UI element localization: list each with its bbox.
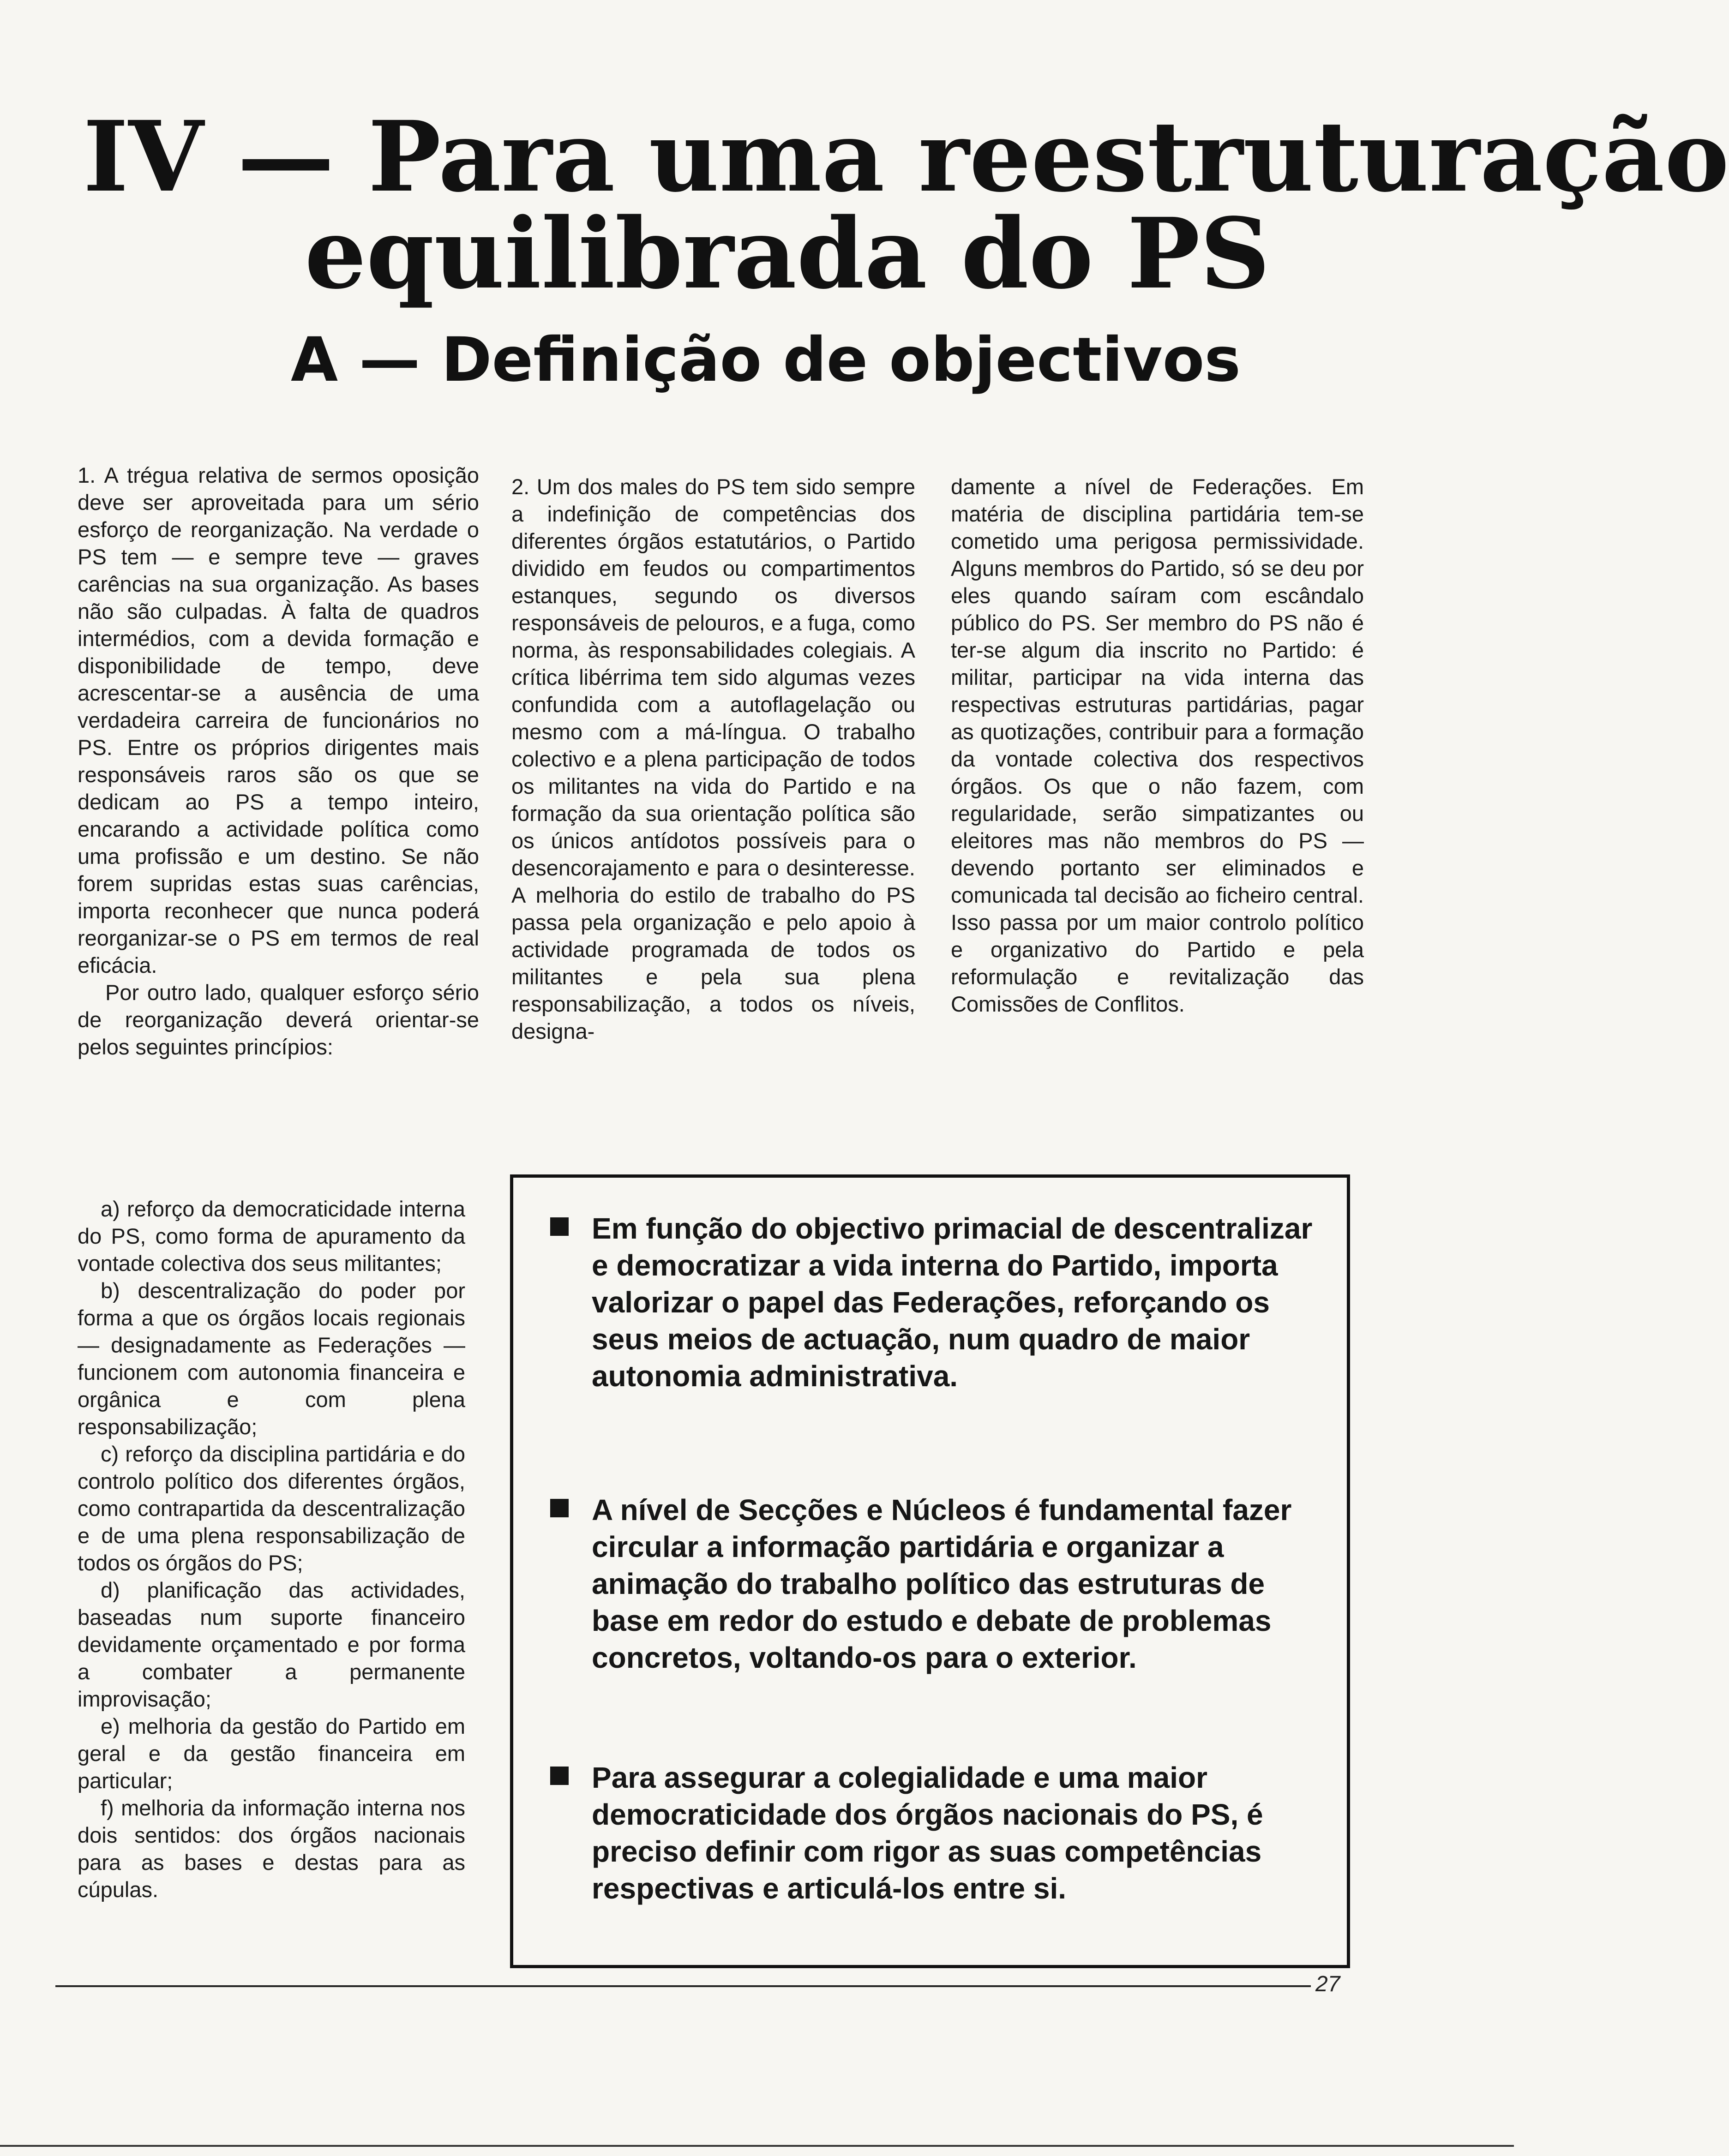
highlight-box [510, 1174, 1350, 1968]
box-bullet [550, 1759, 1316, 1907]
square-bullet-icon [550, 1499, 569, 1517]
section-subtitle: A — Definição de objectivos [291, 324, 1241, 395]
chapter-title-line-1: IV — Para uma reestruturação [83, 100, 1729, 214]
chapter-title-line-2: equilibrada do PS [305, 197, 1270, 311]
list-item: e) melhoria da gestão do Partido em geral e da gestão financeira em particular; [78, 1714, 465, 1793]
page-number: 27 [1315, 1972, 1340, 1996]
square-bullet-icon [550, 1217, 569, 1236]
paragraph-3: 2. Um dos males do PS tem sido sempre a indefinição de competências dos diferentes órgãos estatutários, o Partido dividido em feudos ou compartimentos estanques, segundo os diversos responsáveis de pelouros, e a fuga, como norma, às responsabilidades colegiais. A crítica libérrima tem sido algumas vezes confundida com a autoflagelação ou mesmo com a má-língua. O trabalho colectivo e a plena participação de todos os militantes na vida do Partido e na formação da sua orientação política são os únicos antídotos possíveis para o desencorajamento e para o desinteresse. A melhoria do estilo de trabalho do PS passa pela organização e pelo apoio à actividade programada de todos os militantes e pela sua plena responsabilização, a todos os níveis, designa- [511, 474, 915, 1043]
box-bullet-text: Em função do objectivo primacial de descentralizar e democratizar a vida interna do Partido, importa valorizar o papel das Federações, reforçando os seus meios de actuação, num quadro de maior autonomia administrativa. [592, 1212, 1313, 1393]
column-1 [78, 461, 479, 1060]
paragraph-1: 1. A trégua relativa de sermos oposição deve ser aproveitada para um sério esforço de reorganização. Na verdade o PS tem — e sempre teve — graves carências na sua organização. As bases não são culpadas. À falta de quadros intermédios, com a devida formação e disponibilidade de tempo, deve acrescentar-se a ausência de uma verdadeira carreira de funcionários no PS. Entre os próprios dirigentes mais responsáveis raros são os que se dedicam ao PS a tempo inteiro, encarando a actividade política como uma profissão e um destino. Se não forem supridas estas suas carências, importa reconhecer que nunca poderá reorganizar-se o PS em termos de real eficácia. [78, 463, 479, 977]
box-bullet-text: A nível de Secções e Núcleos é fundamental fazer circular a informação partidária e organizar a animação do trabalho político das estruturas de base em redor do estudo e debate de problemas concretos, voltando-os para o exterior. [592, 1493, 1292, 1674]
box-bullet-text: Para assegurar a colegialidade e uma maior democraticidade dos órgãos nacionais do PS, é preciso definir com rigor as suas competências respectivas e articulá-los entre si. [592, 1761, 1263, 1905]
list-item: c) reforço da disciplina partidária e do controlo político dos diferentes órgãos, como contrapartida da descentralização e de uma plena responsabilização de todos os órgãos do PS; [78, 1442, 465, 1575]
square-bullet-icon [550, 1767, 569, 1785]
box-bullet [550, 1491, 1316, 1676]
column-2 [511, 473, 915, 1045]
box-bullet [550, 1210, 1316, 1395]
list-item: a) reforço da democraticidade interna do PS, como forma de apuramento da vontade colectiva dos seus militantes; [78, 1197, 465, 1276]
column-3 [951, 473, 1364, 1018]
list-item: f) melhoria da informação interna nos dois sentidos: dos órgãos nacionais para as bases e destas para as cúpulas. [78, 1796, 465, 1902]
footer-rule [55, 1985, 1311, 1987]
list-item: b) descentralização do poder por forma a que os órgãos locais regionais — designadamente as Federações — funcionem com autonomia financeira e orgânica e com plena responsabilização; [78, 1278, 465, 1439]
list-item: d) planificação das actividades, baseadas num suporte financeiro devidamente orçamentado e por forma a combater a permanente improvisação; [78, 1578, 465, 1711]
paragraph-2: Por outro lado, qualquer esforço sério de reorganização deverá orientar-se pelos seguintes princípios: [78, 980, 479, 1059]
bottom-rule [0, 2145, 1514, 2147]
principles-list [78, 1195, 465, 1903]
paragraph-4: damente a nível de Federações. Em matéria de disciplina partidária tem-se cometido uma perigosa permissividade. Alguns membros do Partido, só se deu por eles quando saíram com escândalo público do PS. Ser membro do PS não é ter-se algum dia inscrito no Partido: é militar, participar na vida interna das respectivas estruturas partidárias, pagar as quotizações, contribuir para a formação da vontade colectiva dos respectivos órgãos. Os que o não fazem, com regularidade, serão simpatizantes ou eleitores mas não membros do PS — devendo portanto ser eliminados e comunicada tal decisão ao ficheiro central. Isso passa por um maior controlo político e organizativo do Partido e pela reformulação e revitalização das Comissões de Conflitos. [951, 474, 1364, 1016]
